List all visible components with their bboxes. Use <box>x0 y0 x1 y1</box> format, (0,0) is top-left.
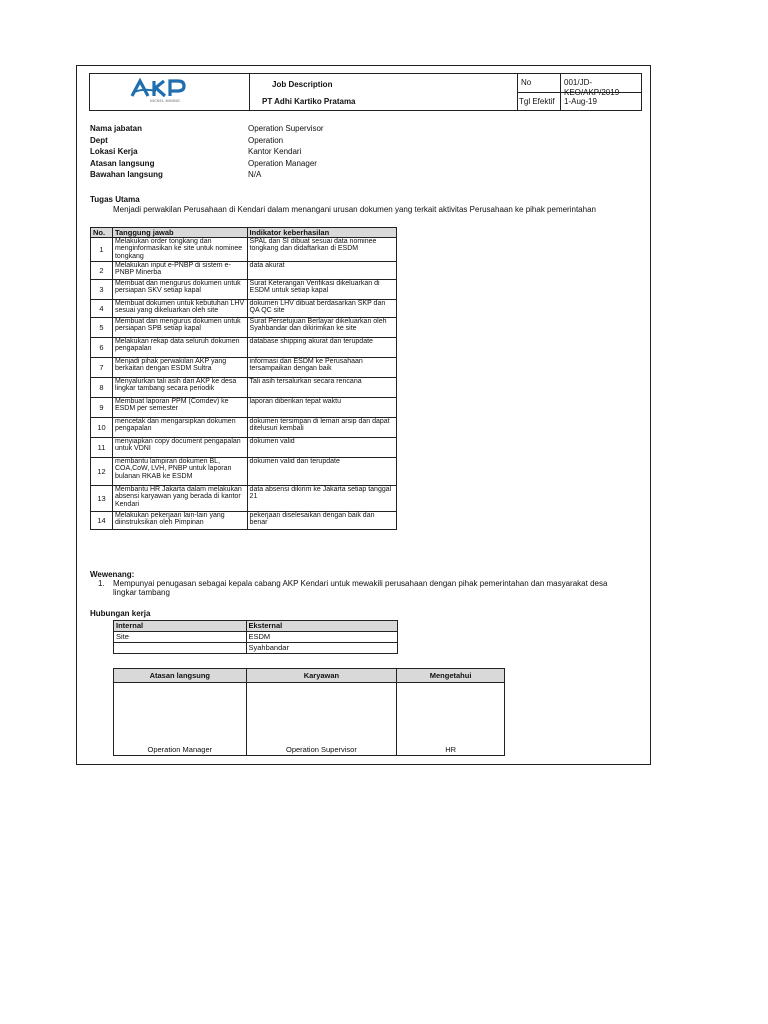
duty-number: 14 <box>91 512 113 530</box>
hubungan-header-cell: Eksternal <box>246 621 398 632</box>
signature-table <box>113 668 505 756</box>
duty-indicator: dokumen valid dan terupdate <box>247 458 396 486</box>
akp-logo <box>130 78 200 109</box>
duties-row <box>91 300 397 318</box>
duties-row <box>91 418 397 438</box>
duty-task: membantu lampiran dokumen BL, COA,CoW, LVH, PNBP untuk laporan bulanan RKAB ke ESDM <box>112 458 247 486</box>
duty-indicator: dokumen valid <box>247 438 396 458</box>
duties-row <box>91 398 397 418</box>
duty-indicator: data absensi dikirim ke Jakarta setiap tanggal 21 <box>247 486 396 512</box>
duties-header-row <box>91 228 397 238</box>
duties-row <box>91 318 397 338</box>
duty-task: Menjadi pihak perwakilan AKP yang berkaitan dengan ESDM Sultra <box>112 358 247 378</box>
duty-indicator: informasi dari ESDM ke Perusahaan tersampaikan dengan baik <box>247 358 396 378</box>
duty-indicator: data akurat <box>247 262 396 280</box>
duties-row <box>91 438 397 458</box>
duty-task: Membuat dan mengurus dokumen untuk persiapan SKV setiap kapal <box>112 280 247 300</box>
info-label: Atasan langsung <box>90 158 155 168</box>
logo-cell <box>90 74 250 110</box>
duties-row <box>91 512 397 530</box>
duty-indicator: SPAL dan SI dibuat sesuai data nominee tongkang dan didaftarkan di ESDM <box>247 238 396 262</box>
info-row <box>90 158 324 170</box>
info-label: Nama jabatan <box>90 124 143 133</box>
duty-number: 2 <box>91 262 113 280</box>
signature-header-row <box>114 669 505 683</box>
info-value: Operation Manager <box>248 158 317 168</box>
wewenang-number: 1. <box>98 579 105 588</box>
hubungan-title: Hubungan kerja <box>90 609 151 618</box>
duty-indicator: database shipping akurat dan terupdate <box>247 338 396 358</box>
duty-task: mencetak dan mengarsipkan dokumen pengapalan <box>112 418 247 438</box>
info-label: Lokasi Kerja <box>90 147 138 156</box>
duty-number: 5 <box>91 318 113 338</box>
signature-header-cell: Mengetahui <box>397 669 505 683</box>
signature-name: Operation Manager <box>114 683 247 756</box>
info-label: Dept <box>90 135 108 145</box>
date-label: Tgl Efektif <box>519 97 555 106</box>
duty-indicator: laporan diberikan tepat waktu <box>247 398 396 418</box>
signature-name: HR <box>397 683 505 756</box>
hubungan-cell: Syahbandar <box>246 643 398 654</box>
duty-number: 10 <box>91 418 113 438</box>
duties-header-cell: Indikator keberhasilan <box>247 228 396 238</box>
duties-row <box>91 338 397 358</box>
duties-row <box>91 378 397 398</box>
info-value: Operation Supervisor <box>248 124 324 133</box>
hubungan-header-cell: Internal <box>114 621 247 632</box>
hubungan-cell: ESDM <box>246 632 398 643</box>
duty-number: 13 <box>91 486 113 512</box>
duty-number: 3 <box>91 280 113 300</box>
duties-row <box>91 486 397 512</box>
document-header <box>89 73 642 111</box>
job-description-page <box>76 65 651 765</box>
duty-indicator: Surat Persetujuan Berlayar dikeluarkan oleh Syahbandar dan dikirimkan ke site <box>247 318 396 338</box>
duty-indicator: dokumen LHV dibuat berdasarkan SKP dan QA QC site <box>247 300 396 318</box>
duty-indicator: Surat Keterangan Verifikasi dikeluarkan di ESDM untuk setiap kapal <box>247 280 396 300</box>
duty-task: Melakukan rekap data seluruh dokumen pengapalan <box>112 338 247 358</box>
tugas-title: Tugas Utama <box>90 195 140 204</box>
info-label: Bawahan langsung <box>90 170 163 179</box>
info-value: Operation <box>248 135 284 145</box>
duty-indicator: dokumen tersimpan di lemari arsip dan dapat ditelusuri kembali <box>247 418 396 438</box>
duty-indicator: Tali asih tersalurkan secara rencana <box>247 378 396 398</box>
hubungan-cell: Site <box>114 632 247 643</box>
hubungan-row <box>114 632 398 643</box>
doc-type: Job Description <box>272 80 333 89</box>
hubungan-cell <box>114 643 247 654</box>
duties-row <box>91 358 397 378</box>
wewenang-list <box>98 579 628 597</box>
signature-row <box>114 683 505 756</box>
info-block <box>90 123 324 181</box>
duty-task: menyiapkan copy document pengapalan untuk VDNI <box>112 438 247 458</box>
duties-row <box>91 458 397 486</box>
wewenang-text: Mempunyai penugasan sebagai kepala cabang AKP Kendari untuk mewakili perusahaan dengan pihak pemerintahan dan masyarakat desa lingkar tambang <box>113 579 608 597</box>
info-value: Kantor Kendari <box>248 147 302 156</box>
duty-number: 1 <box>91 238 113 262</box>
info-row <box>90 123 324 135</box>
wewenang-item <box>98 579 628 597</box>
hubungan-row <box>114 643 398 654</box>
duty-task: Membantu HR Jakarta dalam melakukan absensi karyawan yang berada di kantor Kendari <box>112 486 247 512</box>
duty-indicator: pekerjaan diselesaikan dengan baik dan benar <box>247 512 396 530</box>
hubungan-table <box>113 620 398 654</box>
info-row <box>90 169 324 181</box>
duties-header-cell: No. <box>91 228 113 238</box>
duties-row <box>91 238 397 262</box>
duty-task: Menyalurkan tali asih dari AKP ke desa lingkar tambang secara periodik <box>112 378 247 398</box>
duties-row <box>91 262 397 280</box>
wewenang-title: Wewenang: <box>90 570 135 579</box>
tugas-text: Menjadi perwakilan Perusahaan di Kendari dalam menangani urusan dokumen yang terkait aktivitas Perusahaan ke pihak pemerintahan <box>113 205 596 214</box>
duty-task: Membuat dokumen untuk kebutuhan LHV sesuai yang dikeluarkan oleh site <box>112 300 247 318</box>
signature-name: Operation Supervisor <box>246 683 397 756</box>
duties-row <box>91 280 397 300</box>
duty-number: 7 <box>91 358 113 378</box>
signature-header-cell: Atasan langsung <box>114 669 247 683</box>
date-value: 1-Aug-19 <box>564 97 597 106</box>
duty-number: 4 <box>91 300 113 318</box>
duty-number: 6 <box>91 338 113 358</box>
company-name: PT Adhi Kartiko Pratama <box>262 97 356 106</box>
info-value: N/A <box>248 170 262 179</box>
duty-task: Melakukan order tongkang dan menginformasikan ke site untuk nominee tongkang <box>112 238 247 262</box>
duties-table <box>90 227 397 530</box>
no-label: No <box>521 78 532 87</box>
info-row <box>90 146 324 158</box>
duty-number: 11 <box>91 438 113 458</box>
duties-header-cell: Tanggung jawab <box>112 228 247 238</box>
signature-header-cell: Karyawan <box>246 669 397 683</box>
duty-task: Membuat laporan PPM (Comdev) ke ESDM per semester <box>112 398 247 418</box>
duty-number: 12 <box>91 458 113 486</box>
duty-task: Melakukan pekerjaan lain-lain yang diinstruksikan oleh Pimpinan <box>112 512 247 530</box>
hubungan-header-row <box>114 621 398 632</box>
duty-task: Membuat dan mengurus dokumen untuk persiapan SPB setiap kapal <box>112 318 247 338</box>
info-row <box>90 135 324 147</box>
no-value: 001/JD-KEO/AKP/2019 <box>564 78 620 97</box>
duty-task: Melakukan input e-PNBP di sistem e-PNBP Minerba <box>112 262 247 280</box>
duty-number: 9 <box>91 398 113 418</box>
duty-number: 8 <box>91 378 113 398</box>
logo-subtitle: NICKEL MINING <box>150 99 181 103</box>
